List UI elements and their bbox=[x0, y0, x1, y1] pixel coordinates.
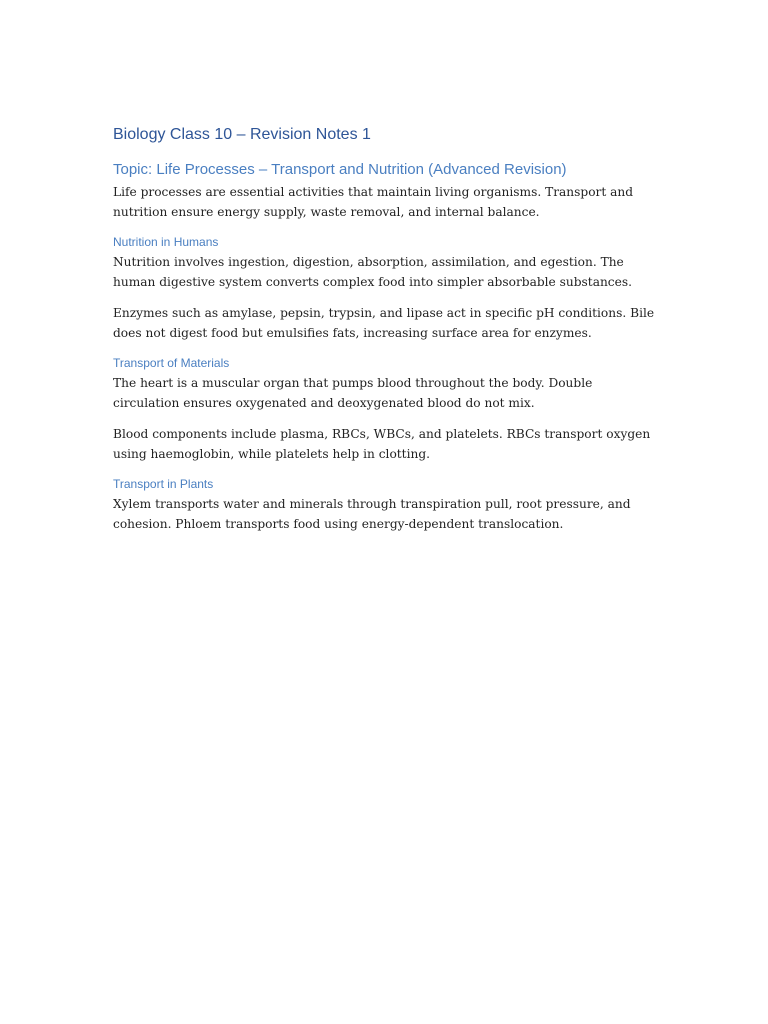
topic-heading: Topic: Life Processes – Transport and Nutrition (Advanced Revision) bbox=[113, 161, 567, 178]
section-transport-in-plants bbox=[113, 476, 658, 534]
section-heading: Nutrition in Humans bbox=[113, 235, 219, 249]
section-paragraph: Blood components include plasma, RBCs, WBCs, and platelets. RBCs transport oxygen using haemoglobin, while platelets help in clotting. bbox=[113, 427, 651, 461]
section-transport-of-materials bbox=[113, 355, 658, 464]
section-heading: Transport in Plants bbox=[113, 477, 214, 491]
section-paragraph: Enzymes such as amylase, pepsin, trypsin, and lipase act in specific pH conditions. Bile does not digest food but emulsifies fats, increasing surface area for enzymes. bbox=[113, 306, 655, 340]
document-page bbox=[113, 124, 658, 546]
section-paragraph: Nutrition involves ingestion, digestion, absorption, assimilation, and egestion. The human digestive system converts complex food into simpler absorbable substances. bbox=[113, 255, 632, 289]
intro-paragraph: Life processes are essential activities that maintain living organisms. Transport and nutrition ensure energy supply, waste removal, and internal balance. bbox=[113, 185, 634, 219]
section-heading: Transport of Materials bbox=[113, 356, 230, 370]
document-title: Biology Class 10 – Revision Notes 1 bbox=[113, 126, 371, 143]
section-paragraph: Xylem transports water and minerals through transpiration pull, root pressure, and cohesion. Phloem transports food using energy-dependent translocation. bbox=[113, 497, 631, 531]
section-paragraph: The heart is a muscular organ that pumps blood throughout the body. Double circulation ensures oxygenated and deoxygenated blood do not mix. bbox=[113, 376, 593, 410]
section-nutrition-in-humans bbox=[113, 234, 658, 343]
